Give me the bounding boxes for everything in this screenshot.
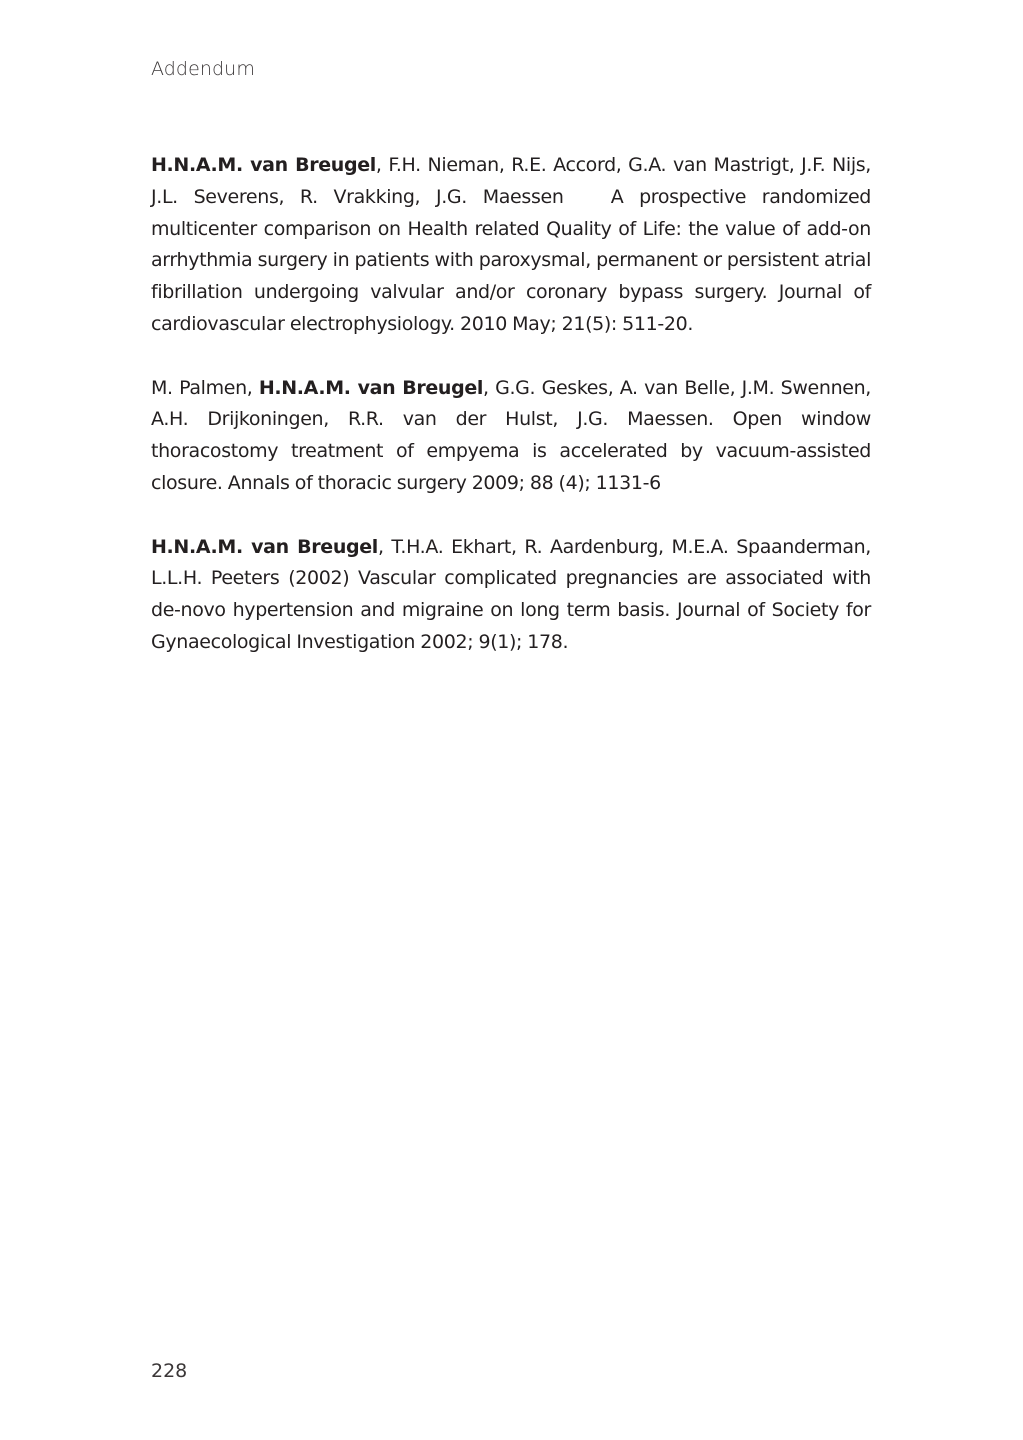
authors-before: M. Palmen, [151,376,259,399]
publication-entry [151,532,871,659]
highlighted-author: H.N.A.M. van Breugel [258,376,484,399]
highlighted-author: H.N.A.M. van Breugel [151,535,378,558]
publication-entry [151,373,871,500]
publication-list [151,150,871,691]
page-number: 228 [151,1360,188,1382]
highlighted-author: H.N.A.M. van Breugel [151,154,376,176]
citation-text: , F.H. Nieman, R.E. Accord, G.A. van Mastrigt, J.F. Nijs, J.L. Severens, R. Vrakking, J.G. Maessen A prospective randomized multicenter comparison on Health related Quality of Life: the value of add-on arrhythmia surgery in patients with paroxysmal, permanent or persistent atrial fibrillation undergoing valvular and/or coronary bypass surgery. Journal of cardiovascular electrophysiology. 2010 May; 21(5): 511-20. [151,154,871,335]
publication-entry [151,150,871,341]
citation-text: , T.H.A. Ekhart, R. Aardenburg, M.E.A. Spaanderman, L.L.H. Peeters (2002) Vascular complicated pregnancies are associated with de-novo hypertension and migraine on long term basis. Journal of Society for Gynaecological Investigation 2002; 9(1); 178. [151,535,871,653]
running-header: Addendum [151,58,255,80]
citation-text: , G.G. Geskes, A. van Belle, J.M. Swennen, A.H. Drijkoningen, R.R. van der Hulst, J.G. Maessen. Open window thoracostomy treatment of empyema is accelerated by vacuum-assisted closure. Annals of thoracic surgery 2009; 88 (4); 1131-6 [151,376,871,494]
